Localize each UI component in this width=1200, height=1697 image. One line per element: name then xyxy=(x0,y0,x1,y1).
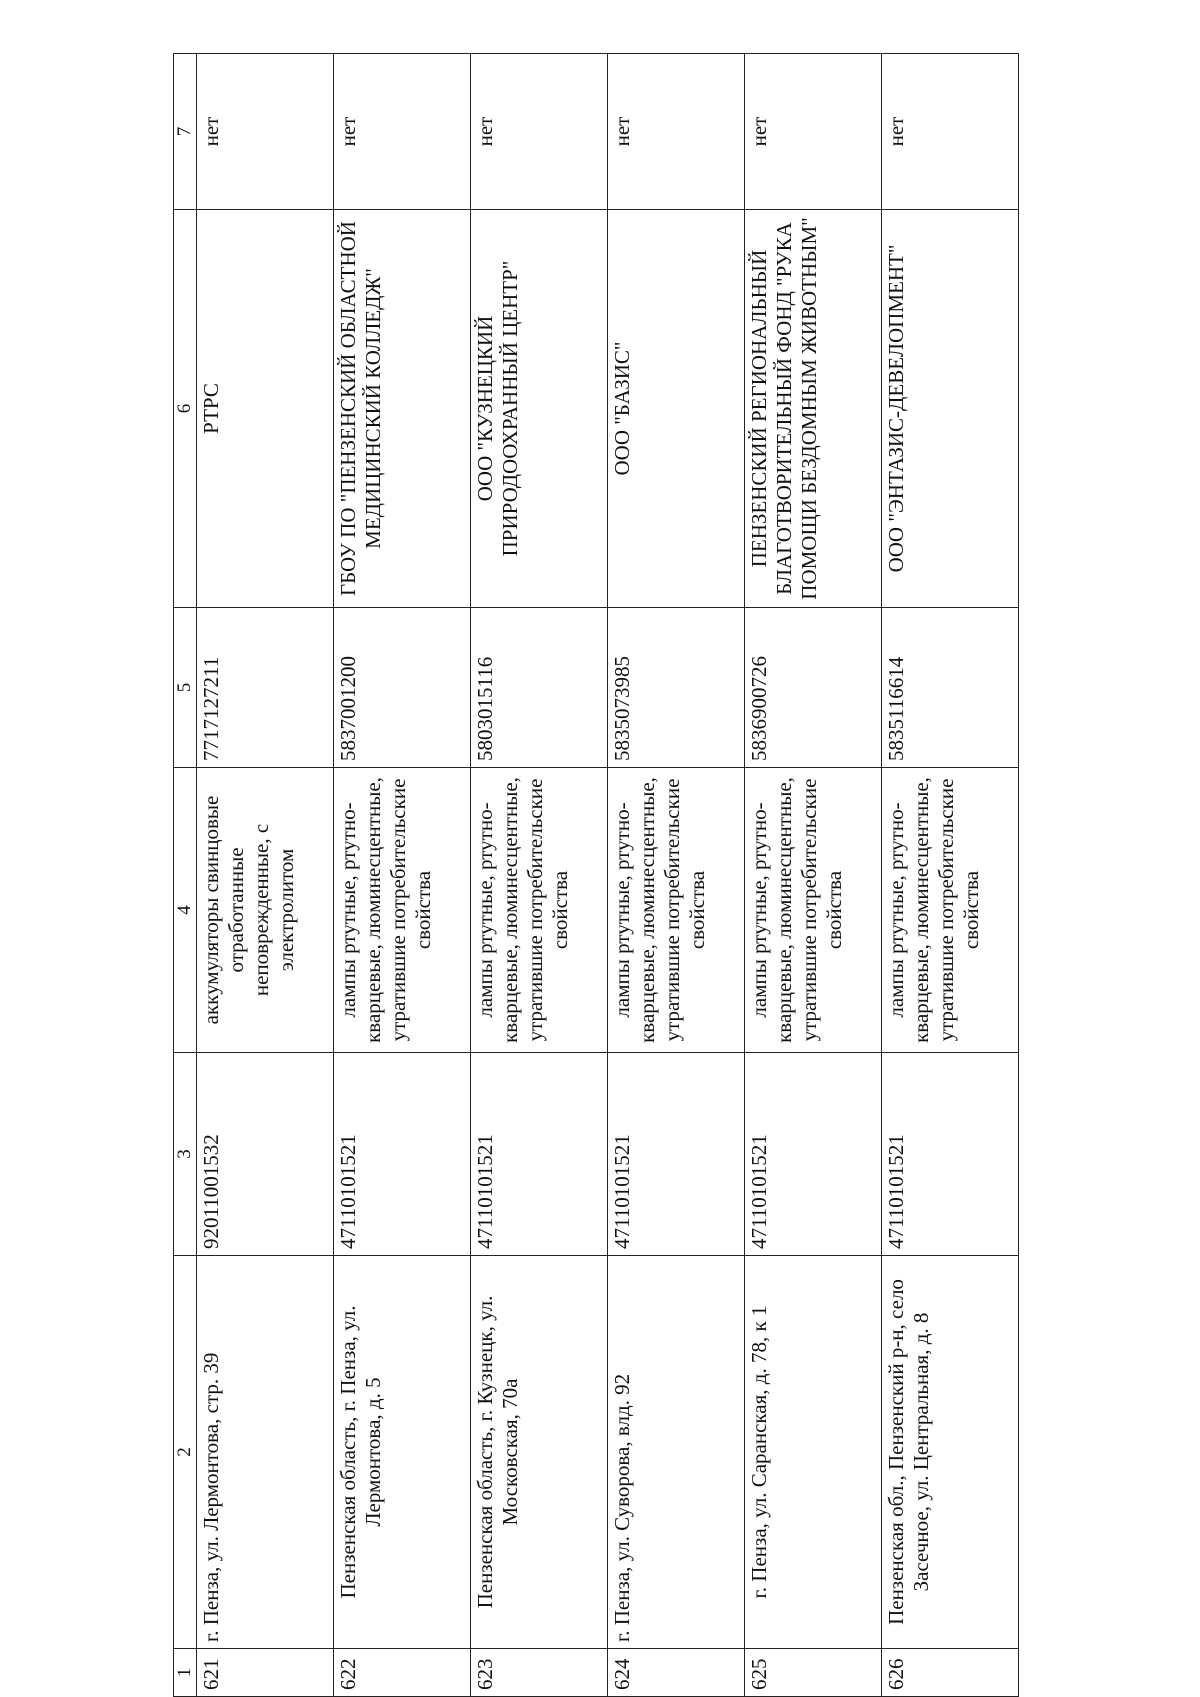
mark-cell: нет xyxy=(471,54,608,210)
waste-code-cell: 92011001532 xyxy=(197,1053,334,1256)
waste-name-cell: лампы ртутные, ртутно-кварцевые, люминесцентные, утратившие потребительские свойства xyxy=(471,768,608,1053)
inn-cell: 7717127211 xyxy=(197,608,334,768)
waste-name-cell: лампы ртутные, ртутно-кварцевые, люминесцентные, утратившие потребительские свойства xyxy=(334,768,471,1053)
col-header-4: 4 xyxy=(174,768,197,1053)
row-number: 625 xyxy=(745,1649,882,1697)
inn-cell: 5835116614 xyxy=(882,608,1019,768)
inn-cell: 5835073985 xyxy=(608,608,745,768)
waste-name-cell: лампы ртутные, ртутно-кварцевые, люминесцентные, утратившие потребительские свойства xyxy=(745,768,882,1053)
waste-name-cell: аккумуляторы свинцовые отработанные неповрежденные, с электролитом xyxy=(197,768,334,1053)
organization-cell: ООО "КУЗНЕЦКИЙ ПРИРОДООХРАННЫЙ ЦЕНТР" xyxy=(471,210,608,608)
inn-cell: 5836900726 xyxy=(745,608,882,768)
address-cell: Пензенская область, г. Кузнецк, ул. Московская, 70а xyxy=(471,1256,608,1649)
row-number: 623 xyxy=(471,1649,608,1697)
address-cell: Пензенская обл., Пензенский р-н, село Засечное, ул. Центральная, д. 8 xyxy=(882,1256,1019,1649)
address-cell: г. Пенза, ул. Суворова, влд. 92 xyxy=(608,1256,745,1649)
inn-cell: 5837001200 xyxy=(334,608,471,768)
mark-cell: нет xyxy=(197,54,334,210)
table-row xyxy=(608,54,745,1697)
organization-cell: РТРС xyxy=(197,210,334,608)
mark-cell: нет xyxy=(608,54,745,210)
row-number: 624 xyxy=(608,1649,745,1697)
header-row xyxy=(174,54,197,1697)
col-header-1: 1 xyxy=(174,1649,197,1697)
waste-name-cell: лампы ртутные, ртутно-кварцевые, люминесцентные, утратившие потребительские свойства xyxy=(608,768,745,1053)
table-row xyxy=(882,54,1019,1697)
mark-cell: нет xyxy=(882,54,1019,210)
registry-table xyxy=(173,53,1019,1697)
waste-code-cell: 47110101521 xyxy=(882,1053,1019,1256)
col-header-3: 3 xyxy=(174,1053,197,1256)
organization-cell: ПЕНЗЕНСКИЙ РЕГИОНАЛЬНЫЙ БЛАГОТВОРИТЕЛЬНЫЙ ФОНД "РУКА ПОМОЩИ БЕЗДОМНЫМ ЖИВОТНЫМ" xyxy=(745,210,882,608)
waste-name-cell: лампы ртутные, ртутно-кварцевые, люминесцентные, утратившие потребительские свойства xyxy=(882,768,1019,1053)
table-row xyxy=(197,54,334,1697)
rotated-page xyxy=(173,54,1018,1697)
col-header-5: 5 xyxy=(174,608,197,768)
col-header-7: 7 xyxy=(174,54,197,210)
waste-code-cell: 47110101521 xyxy=(471,1053,608,1256)
row-number: 621 xyxy=(197,1649,334,1697)
waste-code-cell: 47110101521 xyxy=(745,1053,882,1256)
address-cell: г. Пенза, ул. Саранская, д. 78, к 1 xyxy=(745,1256,882,1649)
organization-cell: ООО "ЭНТАЗИС-ДЕВЕЛОПМЕНТ" xyxy=(882,210,1019,608)
mark-cell: нет xyxy=(745,54,882,210)
table-row xyxy=(334,54,471,1697)
inn-cell: 5803015116 xyxy=(471,608,608,768)
mark-cell: нет xyxy=(334,54,471,210)
address-cell: Пензенская область, г. Пенза, ул. Лермонтова, д. 5 xyxy=(334,1256,471,1649)
waste-code-cell: 47110101521 xyxy=(608,1053,745,1256)
organization-cell: ООО "БАЗИС" xyxy=(608,210,745,608)
table-row xyxy=(745,54,882,1697)
organization-cell: ГБОУ ПО "ПЕНЗЕНСКИЙ ОБЛАСТНОЙ МЕДИЦИНСКИЙ КОЛЛЕДЖ" xyxy=(334,210,471,608)
address-cell: г. Пенза, ул. Лермонтова, стр. 39 xyxy=(197,1256,334,1649)
row-number: 626 xyxy=(882,1649,1019,1697)
waste-code-cell: 47110101521 xyxy=(334,1053,471,1256)
table-row xyxy=(471,54,608,1697)
row-number: 622 xyxy=(334,1649,471,1697)
col-header-2: 2 xyxy=(174,1256,197,1649)
col-header-6: 6 xyxy=(174,210,197,608)
